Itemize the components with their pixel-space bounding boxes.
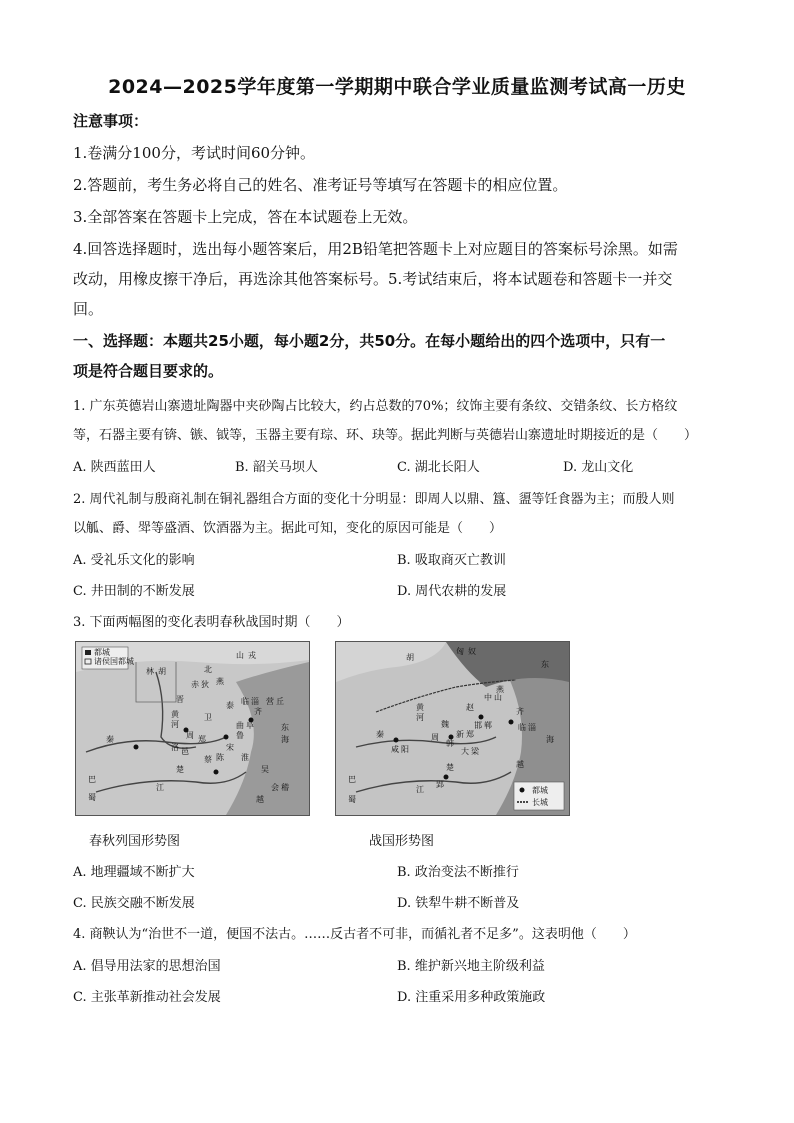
map2-label: 河 — [416, 713, 424, 722]
map1-label: 东 — [281, 723, 289, 732]
map2-label: 黄 — [416, 703, 424, 712]
question-4-option-d[interactable]: D. 注重采用多种政策施政 — [397, 990, 546, 1005]
question-2-option-a[interactable]: A. 受礼乐文化的影响 — [73, 553, 195, 568]
map2-label: 中 — [484, 693, 492, 702]
note-item: 1.卷满分100分，考试时间60分钟。 — [73, 144, 316, 162]
map1-label: 蜀 — [88, 793, 96, 802]
map2-label: 阳 — [401, 745, 409, 754]
map2-label: 郸 — [484, 721, 492, 730]
question-2-option-c[interactable]: C. 井田制的不断发展 — [73, 584, 195, 599]
map2-label: 新 — [456, 730, 464, 739]
note-item: 3.全部答案在答题卡上完成，答在本试题卷上无效。 — [73, 208, 418, 226]
map2-label: 郑 — [466, 730, 474, 739]
map2-label: 咸 — [391, 745, 399, 754]
question-1-option-b[interactable]: B. 韶关马坝人 — [235, 460, 318, 475]
map2-label: 蜀 — [348, 795, 356, 804]
map1-label: 洛 — [171, 743, 179, 752]
map2-label: 东 — [541, 660, 549, 669]
map1-label: 越 — [256, 795, 264, 804]
map1-label: 泰 — [226, 701, 234, 710]
map1-label: 周 — [186, 731, 194, 740]
note-item: 2.答题前，考生务必将自己的姓名、准考证号等填写在答题卡的相应位置。 — [73, 176, 568, 194]
map2-label: 越 — [516, 760, 524, 769]
question-4-text: 4. 商鞅认为“治世不一道，便国不法古。……反古者不可非，而循礼者不足多”。这表明他（ ） — [73, 927, 636, 942]
map1-label: 邑 — [181, 747, 189, 756]
map1-label: 戎 — [248, 651, 256, 660]
question-4-option-a[interactable]: A. 倡导用法家的思想治国 — [73, 959, 221, 974]
map1-label: 宋 — [226, 743, 234, 752]
map2-label: 郢 — [436, 780, 444, 789]
map1-label: 淄 — [251, 697, 259, 706]
map2-label: 楚 — [446, 763, 454, 772]
map2-label: 燕 — [496, 685, 504, 694]
map1-label: 陈 — [216, 753, 224, 762]
map1-label: 蔡 — [204, 755, 212, 764]
map1-label: 阜 — [246, 721, 254, 730]
map2-label: 奴 — [468, 647, 476, 656]
map1-label: 会 — [271, 783, 279, 792]
map2-label: 韩 — [446, 739, 454, 748]
map1-label: 巴 — [88, 775, 96, 784]
note-item: 回。 — [73, 300, 104, 318]
map2-label: 秦 — [376, 730, 384, 739]
map2-label: 邯 — [474, 721, 482, 730]
question-2-option-b[interactable]: B. 吸取商灭亡教训 — [397, 553, 506, 568]
map1-label: 郑 — [198, 735, 206, 744]
map1-label: 胡 — [158, 667, 166, 676]
map2-label: 山 — [494, 693, 502, 702]
map1-label: 燕 — [216, 677, 224, 686]
map2-label: 海 — [546, 735, 554, 744]
map-spring-autumn — [75, 641, 310, 816]
question-3-option-a[interactable]: A. 地理疆域不断扩大 — [73, 865, 195, 880]
map-warring-states — [335, 641, 570, 816]
map1-label: 齐 — [254, 707, 262, 716]
map2-label: 匈 — [456, 647, 464, 656]
map2-label: 巴 — [348, 775, 356, 784]
question-3-text: 3. 下面两幅图的变化表明春秋战国时期（ ） — [73, 615, 350, 630]
map2-label: 大 — [461, 747, 469, 756]
map2-label: 胡 — [406, 653, 414, 662]
map1-label: 丘 — [276, 697, 284, 706]
map1-label: 赤 — [191, 680, 199, 689]
map1-label: 临 — [241, 697, 249, 706]
question-2-text: 2. 周代礼制与殷商礼制在铜礼器组合方面的变化十分明显：即周人以鼎、簋、盨等饪食器为主；而殷人则 — [73, 492, 675, 507]
map1-label: 山 — [236, 651, 244, 660]
map2-label: 魏 — [441, 720, 449, 729]
note-item: 4.回答选择题时，选出每小题答案后，用2B铅笔把答题卡上对应题目的答案标号涂黑。如需 — [73, 240, 678, 258]
map-caption-spring-autumn: 春秋列国形势图 — [89, 834, 181, 849]
question-1-option-c[interactable]: C. 湖北长阳人 — [397, 460, 480, 475]
map1-label: 狄 — [201, 680, 209, 689]
question-3-option-b[interactable]: B. 政治变法不断推行 — [397, 865, 519, 880]
notes-heading: 注意事项： — [73, 112, 149, 130]
map1-label: 江 — [156, 783, 164, 792]
map2-legend: 都城 — [532, 786, 548, 795]
map1-label: 楚 — [176, 765, 184, 774]
map1-label: 曲 — [236, 721, 244, 730]
section-heading: 项是符合题目要求的。 — [73, 362, 224, 380]
map1-legend: 诸侯国都城 — [94, 657, 134, 666]
map1-label: 黄 — [171, 710, 179, 719]
question-3-option-c[interactable]: C. 民族交融不断发展 — [73, 896, 195, 911]
map-caption-warring-states: 战国形势图 — [369, 834, 435, 849]
map1-label: 秦 — [106, 735, 114, 744]
question-4-option-c[interactable]: C. 主张革新推动社会发展 — [73, 990, 221, 1005]
question-1-text: 1. 广东英德岩山寨遗址陶器中夹砂陶占比较大，约占总数的70%；纹饰主要有条纹、交错条纹、长方格纹 — [73, 399, 678, 414]
map1-label: 北 — [204, 665, 212, 674]
map2-label: 赵 — [466, 703, 474, 712]
map1-label: 卫 — [204, 713, 212, 722]
map1-legend: 都城 — [94, 648, 110, 657]
map1-label: 营 — [266, 697, 274, 706]
map2-label: 淄 — [528, 723, 536, 732]
question-1-option-d[interactable]: D. 龙山文化 — [563, 460, 634, 475]
question-1-text: 等，石器主要有锛、镞、钺等，玉器主要有琮、环、玦等。据此判断与英德岩山寨遗址时期接近的是（ ） — [73, 428, 698, 443]
question-2-text: 以觚、爵、斝等盛酒、饮酒器为主。据此可知，变化的原因可能是（ ） — [73, 521, 503, 536]
map2-label: 周 — [431, 733, 439, 742]
page-title: 2024—2025学年度第一学期期中联合学业质量监测考试高一历史 — [108, 76, 686, 98]
question-3-option-d[interactable]: D. 铁犁牛耕不断普及 — [397, 896, 520, 911]
map1-label: 稽 — [281, 783, 289, 792]
map1-label: 吴 — [261, 765, 269, 774]
section-heading: 一、选择题：本题共25小题，每小题2分，共50分。在每小题给出的四个选项中，只有一 — [73, 332, 666, 350]
note-item: 改动，用橡皮擦干净后，再选涂其他答案标号。5.考试结束后，将本试题卷和答题卡一并交 — [73, 270, 673, 288]
map1-label: 鲁 — [236, 731, 244, 740]
map1-label: 林 — [146, 667, 154, 676]
map2-label: 临 — [518, 723, 526, 732]
question-1-option-a[interactable]: A. 陕西蓝田人 — [73, 460, 156, 475]
question-2-option-d[interactable]: D. 周代农耕的发展 — [397, 584, 507, 599]
map1-label: 河 — [171, 720, 179, 729]
question-4-option-b[interactable]: B. 维护新兴地主阶级利益 — [397, 959, 545, 974]
map2-legend: 长城 — [532, 798, 548, 807]
map1-label: 海 — [281, 735, 289, 744]
map1-label: 晋 — [176, 695, 184, 704]
map2-label: 江 — [416, 785, 424, 794]
map2-label: 梁 — [471, 747, 479, 756]
map2-label: 齐 — [516, 707, 524, 716]
map1-label: 淮 — [241, 753, 249, 762]
